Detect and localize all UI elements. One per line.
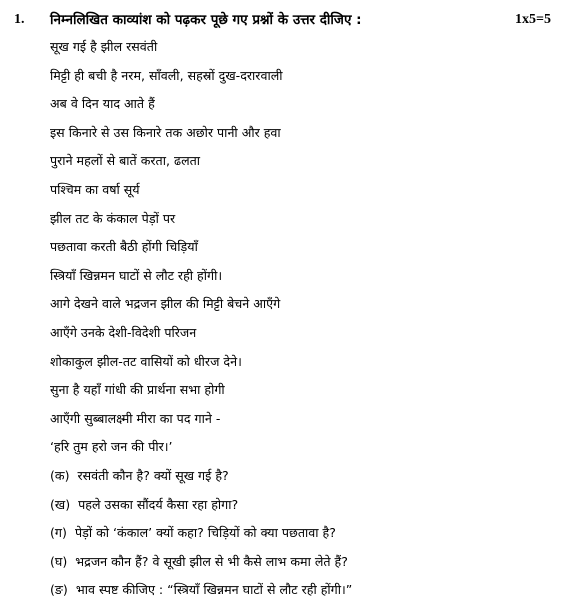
poem-line: आएँगे उनके देशी-विदेशी परिजन (50, 324, 197, 340)
poem-line: पश्चिम का वर्षा सूर्य (50, 181, 140, 197)
sub-question-list (50, 466, 352, 609)
poem-line: पछतावा करती बैठी होंगी चिड़ियाँ (50, 239, 198, 255)
poem-line: शोकाकुल झील-तट वासियों को धीरज देने। (50, 353, 242, 369)
sub-question-label: (ग) (50, 525, 67, 541)
question-title: निम्नलिखित काव्यांश को पढ़कर पूछे गए प्रश्नों के उत्तर दीजिए : (50, 12, 362, 28)
poem-line: इस किनारे से उस किनारे तक अछोर पानी और हवा (50, 124, 281, 140)
poem-line: अब वे दिन याद आते हैं (50, 96, 155, 112)
sub-question-text: रसवंती कौन है? क्यों सूख गई है? (77, 468, 229, 483)
sub-question (50, 552, 352, 581)
poem-line: सुना है यहाँ गांधी की प्रार्थना सभा होगी (50, 382, 225, 398)
sub-question-text: पेड़ों को ‘कंकाल’ क्यों कहा? चिड़ियों को क्या पछतावा है? (74, 525, 336, 541)
sub-question-text: भद्रजन कौन हैं? वे सूखी झील से भी कैसे लाभ कमा लेते हैं? (75, 553, 348, 569)
sub-question (50, 495, 352, 524)
sub-question (50, 580, 352, 609)
poem-line: पुराने महलों से बातें करता, ढलता (50, 153, 201, 169)
sub-question-label: (ङ) (50, 582, 68, 598)
sub-question (50, 466, 352, 495)
sub-question-text: भाव स्पष्ट कीजिए : “स्त्रियाँ खिन्नमन घाटों से लौट रही होंगी।” (75, 582, 353, 598)
poem-line: आएँगी सुब्बालक्ष्मी मीरा का पद गाने - (50, 410, 221, 426)
poem-line: मिट्टी ही बची है नरम, साँवली, सहस्रों दुख-दरारवाली (50, 67, 283, 83)
sub-question-label: (घ) (50, 553, 68, 569)
poem-extract (50, 37, 283, 466)
question-marks: 1x5=5 (515, 12, 551, 27)
poem-line: स्त्रियाँ खिन्नमन घाटों से लौट रही होंगी। (50, 267, 223, 283)
sub-question (50, 523, 352, 552)
sub-question-label: (ख) (50, 496, 71, 512)
sub-question-label: (क) (50, 468, 70, 483)
poem-line: आगे देखने वाले भद्रजन झील की मिट्टी बेचने आएँगे (50, 296, 281, 312)
poem-line: सूख गई है झील रसवंती (50, 39, 158, 54)
sub-question-text: पहले उसका सौंदर्य कैसा रहा होगा? (78, 496, 239, 512)
poem-line: झील तट के कंकाल पेड़ों पर (50, 210, 176, 226)
question-number: 1. (14, 12, 25, 27)
poem-line: ‘हरि तुम हरो जन की पीर।’ (50, 439, 173, 455)
